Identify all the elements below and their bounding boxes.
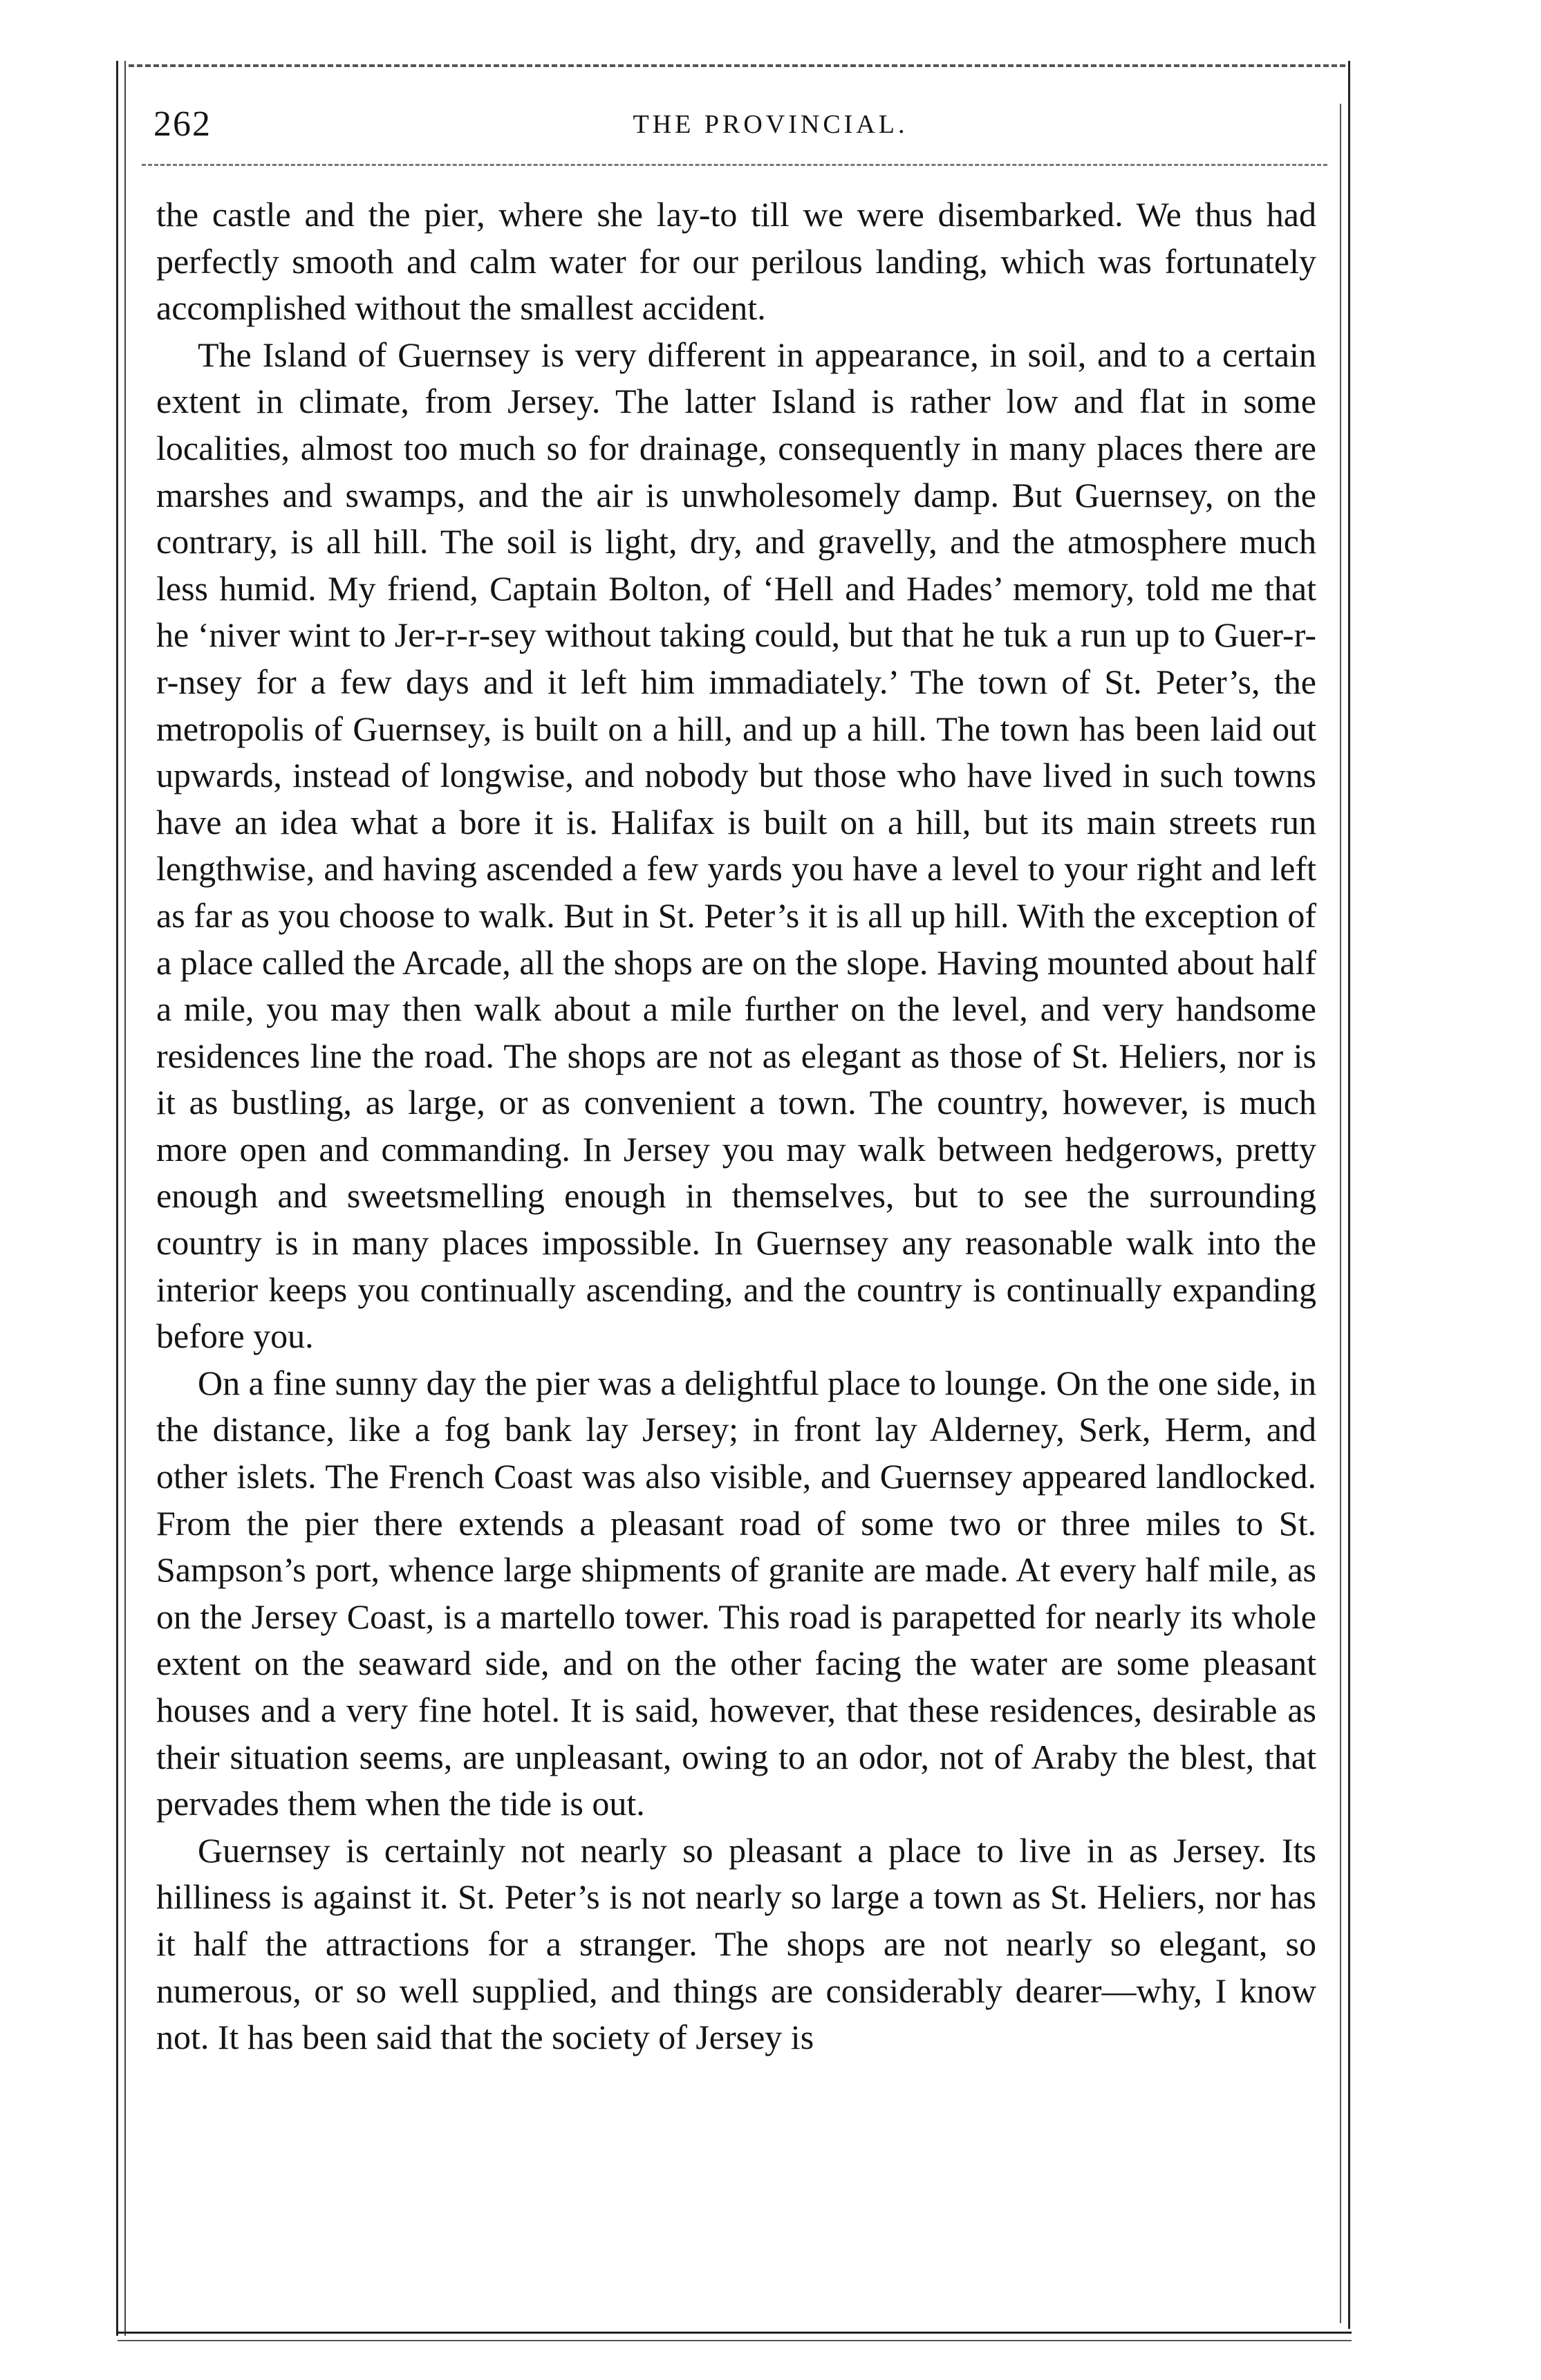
bottom-border-rule-inner: [118, 2340, 1352, 2341]
page-frame-right-inner: [1340, 104, 1341, 2323]
running-title: THE PROVINCIAL.: [633, 110, 908, 139]
paragraph-continued: the castle and the pier, where she lay-to till we were disembarked. We thus had perfectly smooth and calm water for our perilous landing, which was fortunately accomplished without the smallest accident.: [156, 195, 1316, 328]
page-number: 262: [153, 104, 212, 144]
paragraph-pier: On a fine sunny day the pier was a delightful place to lounge. On the one side, in the distance, like a fog bank lay Jersey; in front lay Alderney, Serk, Herm, and other islets. The French Coast was also visible, and Guernsey appeared landlocked. From the pier there extends a pleasant road of some two or three miles to St. Sampson’s port, whence large shipments of granite are made. At every half mile, as on the Jersey Coast, is a martello tower. This road is parapetted for nearly its whole extent on the seaward side, and on the other facing the water are some pleasant houses and a very fine hotel. It is said, however, that these residences, desirable as their situation seems, are unpleasant, owing to an odor, not of Araby the blest, that pervades them when the tide is out.: [156, 1363, 1316, 1823]
page-frame-left-outer: [116, 61, 118, 2336]
paragraph-comparison: Guernsey is certainly not nearly so pleasant a place to live in as Jersey. Its hilliness is against it. St. Peter’s is not nearly so large a town as St. Heliers, nor has it half the attractions for a stranger. The shops are not nearly so elegant, so numerous, or so well supplied, and things are considerably dearer—why, I know not. It has been said that the society of Jersey is: [156, 1830, 1316, 2057]
page-frame-right-outer: [1348, 61, 1350, 2329]
top-border-rule: [129, 64, 1345, 67]
header-rule: [142, 164, 1327, 166]
page-frame-left-inner: [124, 61, 126, 2336]
bottom-border-rule: [118, 2332, 1352, 2334]
body-text: [156, 192, 1316, 2061]
paragraph-guernsey-island: The Island of Guernsey is very different in appearance, in soil, and to a certain extent in climate, from Jersey. The latter Island is rather low and flat in some localities, almost too much so for drainage, consequently in many places there are marshes and swamps, and the air is unwholesomely damp. But Guernsey, on the contrary, is all hill. The soil is light, dry, and gravelly, and the atmosphere much less humid. My friend, Captain Bolton, of ‘Hell and Hades’ memory, told me that he ‘niver wint to Jer-r-r-sey without taking could, but that he tuk a run up to Guer-r-r-nsey for a few days and it left him immadiately.’ The town of St. Peter’s, the metropolis of Guernsey, is built on a hill, and up a hill. The town has been laid out upwards, instead of longwise, and nobody but those who have lived in such towns have an idea what a bore it is. Halifax is built on a hill, but its main streets run lengthwise, and having ascended a few yards you have a level to your right and left as far as you choose to walk. But in St. Peter’s it is all up hill. With the exception of a place called the Arcade, all the shops are on the slope. Having mounted about half a mile, you may then walk about a mile further on the level, and very handsome residences line the road. The shops are not as elegant as those of St. Heliers, nor is it as bustling, as large, or as convenient a town. The country, however, is much more open and commanding. In Jersey you may walk between hedgerows, pretty enough and sweetsmelling enough in themselves, but to see the surrounding country is in many places impossible. In Guernsey any reasonable walk into the interior keeps you continually ascending, and the country is continually expanding before you.: [156, 335, 1316, 1356]
